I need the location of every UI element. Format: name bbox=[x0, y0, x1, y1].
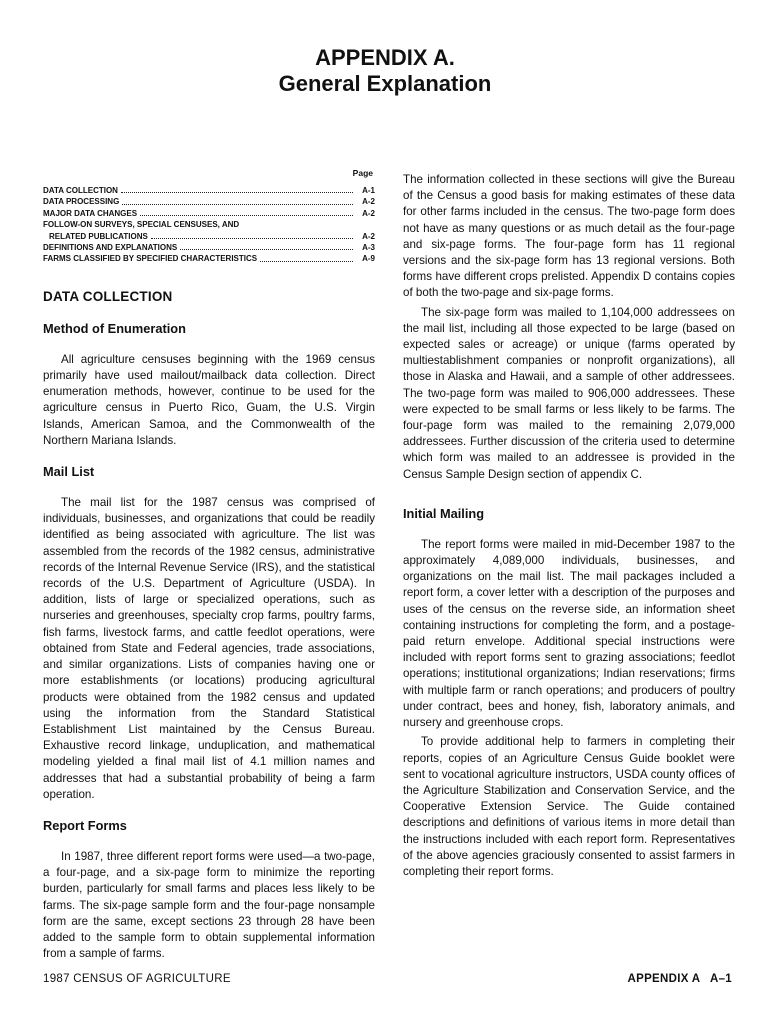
toc-entry[interactable]: DATA PROCESSING A-2 bbox=[43, 197, 375, 207]
toc-entry[interactable]: FOLLOW-ON SURVEYS, SPECIAL CENSUSES, AND bbox=[43, 220, 240, 230]
report-forms-continued-text: The information collected in these sections will give the Bureau of the Census a good basis for making estimates of these data for other farms included in the census. The two-page form does not have as many questions or as much detail as the four-page and six-page forms. The four-page form has 11 regional versions and the six-page form has 13 regional versions. Both forms have different crops prelisted. Appendix D contains copies of both the two-page and six-page forms. bbox=[403, 173, 735, 300]
method-of-enumeration-heading: Method of Enumeration bbox=[43, 320, 186, 336]
additional-help-text: To provide additional help to farmers in completing their reports, copies of an Agriculture Census Guide booklet were sent to vocational agriculture instructors, USDA county offices of the Agriculture Stabilization and Conservation Service, and the Cooperative Extension Service. The Guide contained descriptions and definitions of various items in more detail than the instructions included with each report form. Representatives of the above agencies graciously consented to assist farmers in completing their report forms. bbox=[403, 735, 735, 878]
appendix-label: APPENDIX A. bbox=[315, 45, 455, 70]
toc-entry[interactable]: DATA COLLECTION A-1 bbox=[43, 186, 375, 195]
report-forms-text: In 1987, three different report forms were used—a two-page, a four-page, and a six-page form to minimize the reporting burden, particularly for small farms and places less likely to be farms. The six-page sample form and the four-page nonsample form are the same, except sections 23 through 28 have been added to the sample form to obtain supplemental information from a sample of farms. bbox=[43, 849, 375, 961]
toc-entry[interactable]: MAJOR DATA CHANGES A-2 bbox=[43, 208, 375, 218]
footer-page-number: APPENDIX A A–1 bbox=[627, 973, 732, 985]
toc-leader bbox=[151, 238, 353, 239]
toc-entry[interactable]: FARMS CLASSIFIED BY SPECIFIED CHARACTERISTICS A-9 bbox=[43, 254, 375, 264]
toc-leader bbox=[122, 204, 353, 205]
initial-mailing-text: The report forms were mailed in mid-December 1987 to the approximately 4,089,000 individuals, businesses, and organizations on the mail list. The mail packages included a report form, a cover letter with a description of the purposes and uses of the census on the reverse side, an information sheet containing instructions for completing the form, and a postage-paid return envelope. Additional special instructions were included with report forms sent to grazing associations; feedlot operations; institutional organizations; Indian reservations; firms with multiple farm or ranch operations; and producers of poultry under contract, bees and honey, fish, laboratory animals, and nursery and greenhouse crops. bbox=[403, 537, 735, 730]
left-column bbox=[43, 168, 375, 962]
data-collection-heading: DATA COLLECTION bbox=[43, 288, 173, 304]
toc-entry[interactable]: RELATED PUBLICATIONS A-2 bbox=[49, 231, 375, 241]
toc-leader bbox=[180, 249, 353, 250]
report-forms-heading: Report Forms bbox=[43, 817, 127, 833]
appendix-title: General Explanation bbox=[278, 71, 492, 96]
table-of-contents bbox=[43, 185, 375, 265]
mail-list-text: The mail list for the 1987 census was comprised of individuals, businesses, and organizations that could be readily identified as being associated with agriculture. The list was assembled from the records of the 1982 census, administrative records of the Internal Revenue Service (IRS), and the statistical records of the U.S. Department of Agriculture (USDA). In addition, lists of large or specialized operations, such as nurseries and greenhouses, specialty crop farms, poultry farms, fish farms, livestock farms, and cattle feedlot operations, were obtained from State and Federal agencies, trade associations, and similar organizations. Lists of companies having one or more establishments (or locations) producing agricultural products were obtained from the 1982 census and updated using the information from the Standard Statistical Establishment List maintained by the Census Bureau. Exhaustive record linkage, unduplication, and mathematical modeling yielded a final mail list of 4.1 million names and addresses that had a substantial probability of being a farm operation. bbox=[43, 496, 375, 801]
toc-page-header: Page bbox=[352, 168, 373, 178]
toc-leader bbox=[121, 192, 353, 193]
method-of-enumeration-text: All agriculture censuses beginning with the 1969 census primarily have used mailout/mailback data collection. Direct enumeration methods, however, continue to be used for the agriculture census in Puerto Rico, Guam, the U.S. Virgin Islands, American Samoa, and the Commonwealth of the Northern Mariana Islands. bbox=[43, 352, 375, 447]
toc-leader bbox=[140, 215, 353, 216]
page-title bbox=[0, 45, 770, 97]
footer-publication: 1987 CENSUS OF AGRICULTURE bbox=[43, 973, 231, 985]
mail-list-heading: Mail List bbox=[43, 464, 95, 480]
right-column bbox=[403, 172, 735, 880]
six-page-form-text: The six-page form was mailed to 1,104,000 addressees on the mail list, including all those expected to be large (based on expected sales or acreage) or unique (farms operated by multiestablishment companies or nonprofit organizations), all those in Alaska and Hawaii, and a sample of other addressees. The two-page form was mailed to 906,000 addressees. These were expected to be small farms or less likely to be farms. The four-page form was mailed to the remaining 2,079,000 addressees. Further discussion of the criteria used to determine which form was mailed to an addressee is provided in the Census Sample Design section of appendix C. bbox=[403, 305, 735, 481]
initial-mailing-heading: Initial Mailing bbox=[403, 505, 485, 521]
toc-leader bbox=[260, 261, 353, 262]
toc-entry[interactable]: DEFINITIONS AND EXPLANATIONS A-3 bbox=[43, 243, 375, 253]
